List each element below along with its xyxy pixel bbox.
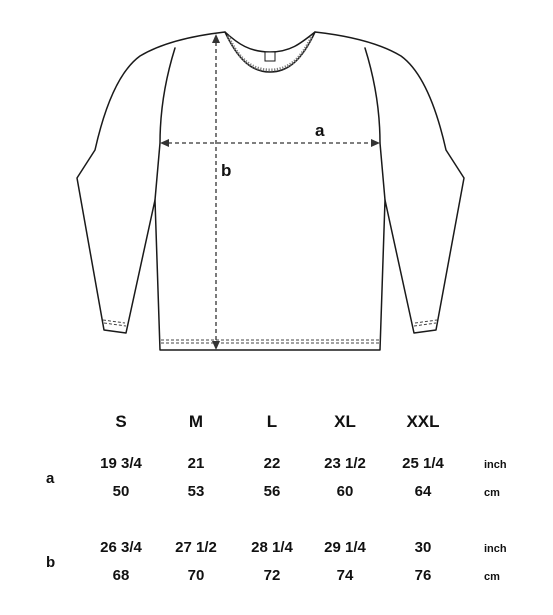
measure-a-label: a bbox=[315, 121, 325, 140]
unit-cm-a: cm bbox=[484, 487, 500, 499]
cell-a-inch-m: 21 bbox=[187, 455, 205, 472]
size-header-xxl: XXL bbox=[406, 412, 440, 431]
cell-b-cm-xl: 74 bbox=[336, 567, 354, 584]
cell-a-inch-xl: 23 1/2 bbox=[324, 455, 366, 472]
cell-a-cm-xl: 60 bbox=[336, 483, 354, 500]
cell-b-inch-m: 27 1/2 bbox=[175, 539, 217, 556]
cell-a-inch-xxl: 25 1/4 bbox=[402, 455, 444, 472]
row-label-b: b bbox=[46, 554, 56, 571]
unit-inch-b: inch bbox=[484, 543, 507, 555]
cell-a-cm-l: 56 bbox=[263, 483, 281, 500]
size-header-xl: XL bbox=[334, 412, 356, 431]
cell-b-cm-l: 72 bbox=[263, 567, 281, 584]
cell-a-cm-m: 53 bbox=[187, 483, 205, 500]
cell-b-cm-m: 70 bbox=[187, 567, 205, 584]
size-header-l: L bbox=[266, 412, 278, 431]
cell-b-inch-xl: 29 1/4 bbox=[324, 539, 366, 556]
cell-a-cm-s: 50 bbox=[112, 483, 130, 500]
unit-cm-b: cm bbox=[484, 571, 500, 583]
cell-b-cm-s: 68 bbox=[112, 567, 130, 584]
cell-a-inch-l: 22 bbox=[263, 455, 281, 472]
measure-b-label: b bbox=[221, 161, 232, 180]
row-label-a: a bbox=[46, 470, 55, 487]
cell-a-inch-s: 19 3/4 bbox=[100, 455, 142, 472]
cell-b-inch-s: 26 3/4 bbox=[100, 539, 142, 556]
size-header-m: M bbox=[188, 412, 204, 431]
cell-a-cm-xxl: 64 bbox=[414, 483, 432, 500]
cell-b-inch-l: 28 1/4 bbox=[251, 539, 293, 556]
cell-b-inch-xxl: 30 bbox=[414, 539, 432, 556]
size-header-s: S bbox=[115, 412, 127, 431]
unit-inch-a: inch bbox=[484, 459, 507, 471]
cell-b-cm-xxl: 76 bbox=[414, 567, 432, 584]
